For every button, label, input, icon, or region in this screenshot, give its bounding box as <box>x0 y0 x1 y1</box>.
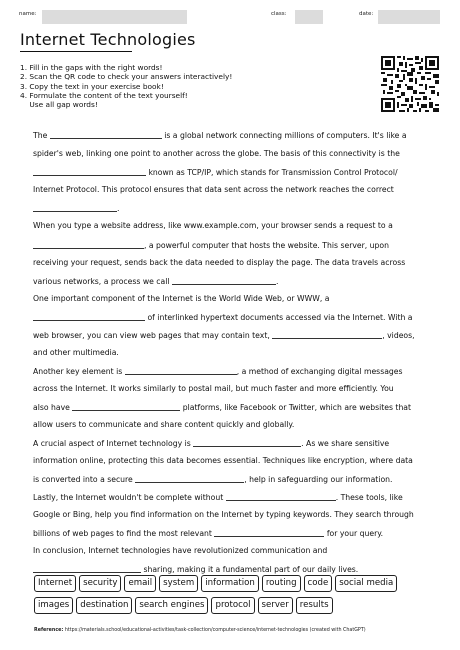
text-line: of interlinked hypertext documents accessed via the Internet. With a <box>33 312 437 322</box>
text-line: web browser, you can view web pages that may contain text, , videos, <box>33 331 415 340</box>
gap-blank[interactable] <box>172 276 276 285</box>
instruction-item: 2. Scan the QR code to check your answers interactively! <box>20 72 233 82</box>
word-chip[interactable]: protocol <box>211 597 254 614</box>
reference-line <box>34 628 366 633</box>
reference-url[interactable]: https://materials.school/educational-activities/task-collection/computer-science/internet-technologies (created with ChatGPT) <box>64 628 366 633</box>
name-label: name: <box>19 11 37 17</box>
gap-blank[interactable] <box>33 203 117 212</box>
gap-blank[interactable] <box>272 330 382 339</box>
text-line: Another key element is , a method of exchanging digital messages <box>33 367 403 376</box>
gap-blank[interactable] <box>125 366 237 375</box>
text-line: In conclusion, Internet technologies have revolutionized communication and <box>33 546 328 555</box>
word-chip[interactable]: code <box>304 575 333 592</box>
gap-blank[interactable] <box>72 402 180 411</box>
gap-blank[interactable] <box>33 240 144 249</box>
text-line: various networks, a process we call . <box>33 277 279 286</box>
instruction-item: 1. Fill in the gaps with the right words! <box>20 63 163 72</box>
text-line: The is a global network connecting millions of computers. It's like a <box>33 131 407 140</box>
text-line: , a powerful computer that hosts the website. This server, upon <box>33 240 437 250</box>
page-title: Internet Technologies <box>20 30 196 49</box>
text-line: One important component of the Internet is the World Wide Web, or WWW, a <box>33 294 330 303</box>
word-bank <box>34 575 434 619</box>
gap-blank[interactable] <box>33 564 141 573</box>
text-line: spider's web, linking one point to another across the globe. The basis of this connectivity is the <box>33 149 400 158</box>
date-label: date: <box>359 11 374 17</box>
class-field[interactable] <box>295 10 323 24</box>
word-chip[interactable]: server <box>258 597 293 614</box>
text-line: and other multimedia. <box>33 348 119 357</box>
reference-label: Reference: <box>34 628 64 633</box>
instruction-item: 4. Formulate the content of the text yourself! <box>20 90 188 100</box>
word-chip[interactable]: destination <box>76 597 132 614</box>
gap-blank[interactable] <box>226 492 336 501</box>
text-line: Google or Bing, help you find information on the Internet by typing keywords. They search through <box>33 510 414 519</box>
text-line: also have platforms, like Facebook or Twitter, which are websites that <box>33 403 412 412</box>
word-chip[interactable]: images <box>34 597 73 614</box>
text-line: receiving your request, sends back the data needed to display the page. The data travels across <box>33 258 406 267</box>
gap-blank[interactable] <box>193 438 301 447</box>
text-line: Internet Protocol. This protocol ensures that data sent across the network reaches the correct <box>33 185 394 194</box>
text-line: When you type a website address, like www.example.com, your browser sends a request to a <box>33 221 393 230</box>
gap-blank[interactable] <box>214 528 324 537</box>
text-line: across the Internet. It works similarly to postal mail, but much faster and more efficiently. You <box>33 384 394 393</box>
text-line: known as TCP/IP, which stands for Transmission Control Protocol/ <box>33 167 437 177</box>
word-chip[interactable]: system <box>159 575 198 592</box>
text-line: allow users to communicate and share content quickly and globally. <box>33 420 295 429</box>
gap-blank[interactable] <box>33 312 145 321</box>
word-bank-row <box>34 597 434 614</box>
word-chip[interactable]: results <box>296 597 333 614</box>
text-line: billions of web pages to find the most relevant for your query. <box>33 529 384 538</box>
text-line: A crucial aspect of Internet technology is . As we share sensitive <box>33 439 390 448</box>
gap-blank[interactable] <box>135 474 244 483</box>
text-line: information online, protecting this data becomes essential. Techniques like encryption, where data <box>33 456 413 465</box>
date-field[interactable] <box>378 10 440 24</box>
word-chip[interactable]: Internet <box>34 575 76 592</box>
instruction-item: Use all gap words! <box>20 100 98 110</box>
word-chip[interactable]: email <box>124 575 156 592</box>
name-field[interactable] <box>42 10 187 24</box>
word-chip[interactable]: social media <box>335 575 397 592</box>
text-line: is converted into a secure , help in safeguarding our information. <box>33 475 393 484</box>
word-bank-row <box>34 575 434 592</box>
instructions-list <box>20 63 232 109</box>
gap-blank[interactable] <box>50 130 162 139</box>
text-line: . <box>33 203 437 213</box>
qr-code-icon[interactable] <box>381 56 439 112</box>
text-line: sharing, making it a fundamental part of our daily lives. <box>33 564 437 574</box>
word-chip[interactable]: routing <box>262 575 301 592</box>
word-chip[interactable]: security <box>79 575 121 592</box>
gap-blank[interactable] <box>33 167 146 176</box>
class-label: class: <box>271 11 287 17</box>
title-underline <box>20 51 132 52</box>
word-chip[interactable]: information <box>201 575 259 592</box>
text-line: Lastly, the Internet wouldn't be complete without . These tools, like <box>33 493 403 502</box>
word-chip[interactable]: search engines <box>135 597 208 614</box>
instruction-item: 3. Copy the text in your exercise book! <box>20 81 164 91</box>
